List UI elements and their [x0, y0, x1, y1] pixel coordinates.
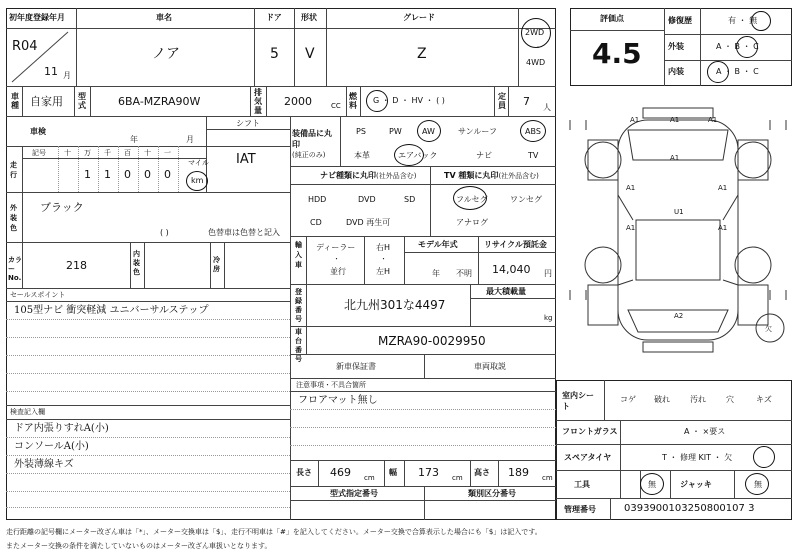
- diagram-missing-mark: 欠: [765, 325, 772, 333]
- mileage-digit-4: 0: [164, 168, 171, 181]
- ac-label: 冷房: [213, 256, 220, 273]
- equipment-label: 装備品に丸印: [292, 129, 332, 149]
- cabin-opt-2: 汚れ: [690, 395, 706, 404]
- diagram-mark-9: A2: [674, 312, 684, 320]
- diagram-mark-0: A1: [630, 116, 640, 124]
- tv-fullseg: フルセグ: [456, 195, 488, 204]
- color-no: 218: [66, 259, 87, 272]
- caution-text: フロアマット無し: [298, 395, 378, 406]
- grade: Z: [417, 46, 427, 62]
- first-reg-month-unit: 月: [63, 71, 71, 80]
- cabin-sheet-label: 室内シート: [562, 391, 594, 411]
- mileage-unit-km: km: [191, 176, 204, 185]
- first-reg-month: 11: [44, 65, 58, 78]
- diagram-mark-4: A1: [718, 184, 728, 192]
- interior-grade-label: 内装: [668, 67, 684, 76]
- length-unit: cm: [364, 474, 375, 482]
- tv-analog: アナログ: [456, 218, 488, 227]
- height: 189: [508, 466, 529, 479]
- height-unit: cm: [542, 474, 553, 482]
- length: 469: [330, 466, 351, 479]
- registration-value: 北九州301な4497: [344, 298, 446, 312]
- equipment-sub-label: (純正のみ): [292, 151, 326, 159]
- spare-missing-circle: [753, 446, 775, 468]
- first-reg-year: R04: [12, 39, 38, 54]
- equip-leather: 本革: [354, 151, 370, 160]
- mileage-unit-0: 十: [64, 149, 71, 157]
- max-load-label: 最大積載量: [486, 287, 526, 296]
- type-label: 車種: [11, 92, 19, 110]
- first-reg-label: 初年度登録年月: [9, 13, 65, 22]
- exterior-b-circle: [736, 36, 758, 58]
- mileage-unit-4: 十: [144, 149, 151, 157]
- exterior-label: 外装色: [10, 204, 17, 232]
- inspector-note-line-1: コンソールA(小): [14, 441, 89, 452]
- type: 自家用: [30, 95, 63, 108]
- exterior-note-paren: ( ): [160, 228, 169, 237]
- mileage-digit-1: 1: [104, 168, 111, 181]
- diagram-mark-6: A1: [718, 224, 728, 232]
- color-no-label: カラーNo.: [8, 256, 22, 282]
- mileage-label: 走行: [10, 161, 17, 179]
- shift: IAT: [236, 152, 256, 167]
- drive-dot: ・: [534, 43, 542, 52]
- score: 4.5: [592, 37, 642, 70]
- mileage-unit-2: 千: [104, 149, 111, 157]
- navi-cd: CD: [310, 218, 322, 227]
- model-year-unknown: 不明: [456, 269, 472, 278]
- tv-label: TV 種類に丸印(社外品含む): [444, 171, 539, 180]
- doors-label: ドア: [266, 13, 282, 22]
- exterior-grades: A ・ B ・ C: [716, 42, 759, 51]
- exterior-note: 色替車は色替と記入: [208, 228, 280, 237]
- diagram-mark-8: U1: [674, 208, 684, 216]
- score-label: 評価点: [600, 14, 624, 23]
- inspector-notes-label: 検査記入欄: [10, 408, 45, 416]
- equip-navi: ナビ: [476, 151, 492, 160]
- windshield-options: A ・ ×要ス: [684, 427, 726, 436]
- max-load-unit: kg: [544, 314, 553, 322]
- import-dot: ・: [333, 255, 340, 263]
- displacement-unit: CC: [331, 102, 341, 110]
- tv-oneseg: ワンセグ: [510, 195, 542, 204]
- windshield-label: フロントガラス: [562, 427, 618, 436]
- navi-dvd: DVD: [358, 195, 376, 204]
- jack-label: ジャッキ: [680, 480, 712, 489]
- chassis-label: 車台番号: [295, 328, 302, 363]
- equip-airbag: エアバック: [398, 151, 438, 160]
- equip-ps: PS: [356, 127, 366, 136]
- mileage-unit-mile: マイル: [188, 159, 209, 167]
- repair-none-circle: [751, 11, 771, 31]
- diagram-mark-5: A1: [626, 224, 636, 232]
- import-parallel: 並行: [330, 267, 346, 276]
- inspection-year-unit: 年: [130, 135, 138, 144]
- mileage-unit-1: 万: [84, 149, 91, 157]
- cabin-opt-1: 破れ: [654, 395, 670, 404]
- cabin-opt-0: コゲ: [620, 395, 636, 404]
- equip-abs: ABS: [525, 127, 541, 136]
- spare-options: T ・ 修理 KIT ・ 欠: [662, 453, 733, 462]
- shift-label: シフト: [236, 119, 260, 128]
- inspector-note-line-0: ドア内張りすれA(小): [14, 423, 109, 434]
- navi-dvd-play: DVD 再生可: [346, 218, 391, 227]
- doors: 5: [270, 46, 279, 62]
- interior-grades: A ・ B ・ C: [716, 67, 759, 76]
- fuel-label: 燃料: [349, 92, 357, 110]
- import-right: 右H: [376, 243, 391, 252]
- equip-sunroof: サンルーフ: [458, 127, 497, 136]
- registration-label: 登録番号: [295, 288, 302, 323]
- class-label: 類別区分番号: [468, 489, 516, 498]
- jack-value: 無: [754, 480, 762, 489]
- interior-color-label: 内装色: [133, 250, 140, 276]
- management-label: 管理番号: [564, 505, 596, 514]
- recycle-label: リサイクル預託金: [484, 240, 547, 249]
- capacity-unit: 人: [543, 103, 551, 112]
- length-label: 長さ: [296, 468, 312, 477]
- displacement-label: 排気量: [254, 88, 262, 115]
- grade-label: グレード: [403, 13, 435, 22]
- recycle-unit: 円: [544, 269, 552, 278]
- drive-2wd: 2WD: [525, 28, 545, 37]
- shape: V: [305, 46, 315, 62]
- sales-point-text: 105型ナビ 衝突軽減 ユニバーサルステップ: [14, 305, 209, 316]
- import-dealer: ディーラー: [316, 243, 356, 252]
- type-designation-label: 型式指定番号: [330, 489, 378, 498]
- navi-hdd: HDD: [308, 195, 327, 204]
- recycle-value: 14,040: [492, 263, 531, 276]
- cabin-opt-4: キズ: [756, 395, 772, 404]
- interior-a-circle: [707, 61, 729, 83]
- model-label: 型式: [78, 92, 86, 110]
- exterior-color: ブラック: [40, 201, 84, 214]
- mileage-digit-3: 0: [144, 168, 151, 181]
- mileage-symbol-label: 記号: [32, 149, 46, 157]
- import-label: 輸入車: [295, 241, 302, 269]
- width-label: 幅: [389, 468, 397, 477]
- footer-line-2: またメーター交換の条件を満たしていないものはメーター改ざん車扱いとなります。: [6, 542, 272, 550]
- fuel-options: G ・ D ・ HV ・ ( ): [373, 96, 445, 105]
- footer-line-1: 走行距離の記号欄にメーター改ざん車は「*」、メーター交換車は「$」、走行不明車は「#」を記入してください。メーター交換で合算表示した場合にも「$」は記入です。: [6, 528, 542, 536]
- spare-label: スペアタイヤ: [564, 453, 612, 462]
- navi-label: ナビ種類に丸印(社外品含む): [320, 171, 417, 180]
- new-car-guarantee: 新車保証書: [336, 362, 376, 371]
- diagram-mark-1: A1: [708, 116, 718, 124]
- inspection-month-unit: 月: [186, 135, 194, 144]
- diagram-mark-2: A1: [670, 116, 680, 124]
- capacity: 7: [523, 95, 530, 108]
- car-diagram: [558, 100, 798, 370]
- car-name: ノア: [152, 46, 180, 62]
- repair-options: 有 ・ 無: [728, 16, 758, 25]
- width: 173: [418, 466, 439, 479]
- repair-label: 修復歴: [668, 16, 692, 25]
- tools-circle: [640, 473, 664, 495]
- navi-sd: SD: [404, 195, 416, 204]
- model: 6BA-MZRA90W: [118, 95, 201, 108]
- management-value: 0393900103250800107 3: [624, 503, 755, 514]
- equip-aw: AW: [422, 127, 435, 136]
- drive-4wd: 4WD: [526, 58, 546, 67]
- height-label: 高さ: [474, 468, 490, 477]
- capacity-label: 定員: [498, 92, 506, 110]
- sales-point-label: セールスポイント: [10, 291, 66, 299]
- tools-label: 工具: [574, 480, 590, 489]
- inspector-note-line-2: 外装薄線キズ: [14, 459, 74, 470]
- shape-label: 形状: [301, 13, 317, 22]
- model-year-unit: 年: [432, 269, 440, 278]
- chassis-value: MZRA90-0029950: [378, 334, 486, 348]
- exterior-grade-label: 外装: [668, 42, 684, 51]
- import-dot-2: ・: [380, 255, 387, 263]
- diagram-mark-7: A1: [670, 154, 680, 162]
- equip-pw: PW: [389, 127, 402, 136]
- inspection-label: 車検: [30, 127, 46, 136]
- mileage-unit-5: 一: [164, 149, 171, 157]
- car-name-label: 車名: [156, 13, 172, 22]
- model-year-label: モデル年式: [418, 240, 458, 249]
- equip-tv: TV: [528, 151, 539, 160]
- mileage-unit-3: 百: [124, 149, 131, 157]
- tools-value: 無: [648, 480, 656, 489]
- mileage-digit-2: 0: [124, 168, 131, 181]
- caution-label: 注意事項・不具合箇所: [296, 381, 366, 389]
- vehicle-manual: 車両取説: [474, 362, 506, 371]
- mileage-digit-0: 1: [84, 168, 91, 181]
- diagram-mark-3: A1: [626, 184, 636, 192]
- width-unit: cm: [452, 474, 463, 482]
- import-left: 左H: [376, 267, 391, 276]
- cabin-opt-3: 穴: [726, 395, 734, 404]
- displacement: 2000: [284, 95, 312, 108]
- jack-circle: [745, 473, 769, 495]
